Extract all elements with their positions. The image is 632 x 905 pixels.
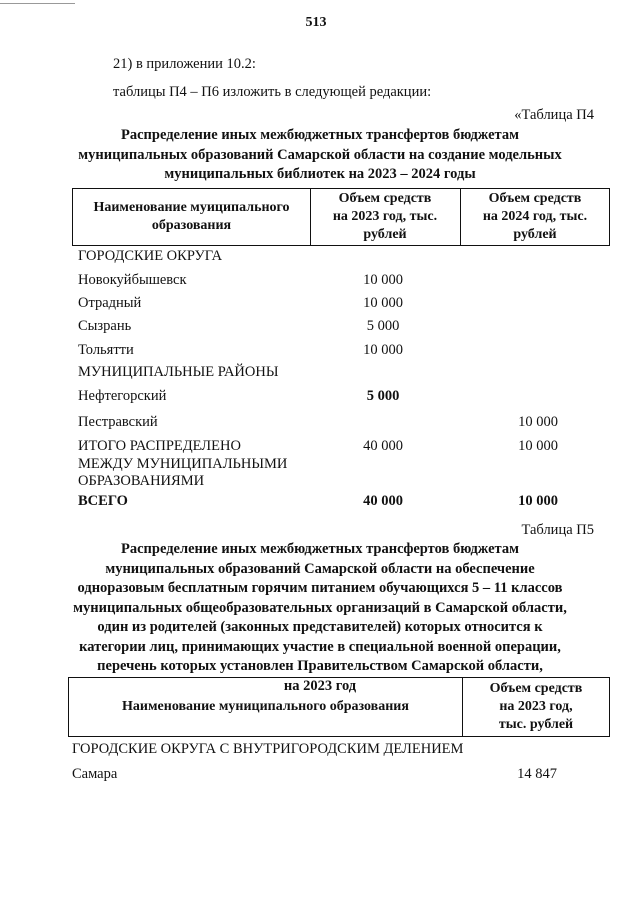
table-p5-title-line: категории лиц, принимающих участие в специальной военной операции, bbox=[79, 638, 561, 655]
row-name: Отрадный bbox=[78, 295, 142, 311]
row-name: Новокуйбышевск bbox=[78, 272, 187, 288]
table-p5-title bbox=[40, 540, 600, 696]
table-p4-title-line: Распределение иных межбюджетных трансфертов бюджетам bbox=[121, 127, 519, 143]
table-row bbox=[78, 388, 598, 408]
row-value-2024: 10 000 bbox=[518, 438, 558, 454]
table-p4-header bbox=[72, 188, 610, 246]
table-row bbox=[72, 766, 610, 786]
table-row-total bbox=[78, 493, 598, 513]
row-name: Нефтегорский bbox=[78, 388, 167, 404]
row-value-2023: 10 000 bbox=[363, 295, 403, 311]
table-p5-header-2023: Объем средств на 2023 год, тыс. рублей bbox=[489, 681, 583, 732]
table-p5-title-line: перечень которых установлен Правительством Самарской области, bbox=[97, 658, 543, 674]
table-p5-header bbox=[68, 677, 610, 737]
table-row bbox=[78, 342, 598, 362]
scan-edge-mark bbox=[0, 0, 75, 4]
table-p5-caption: Таблица П5 bbox=[521, 522, 594, 538]
intro-line-2: таблицы П4 – П6 изложить в следующей редакции: bbox=[113, 84, 432, 100]
table-p4-section-city-districts: ГОРОДСКИЕ ОКРУГА bbox=[78, 248, 223, 264]
row-value-2023: 14 847 bbox=[517, 766, 557, 782]
table-p5-title-line: Распределение иных межбюджетных трансфертов бюджетам bbox=[121, 541, 519, 557]
row-name: Сызрань bbox=[78, 318, 132, 334]
row-value-2023: 40 000 bbox=[363, 493, 403, 509]
table-p4-header-name: Наименование муиципального образования bbox=[93, 200, 290, 233]
table-p5-title-line: муниципальных общеобразовательных организаций в Самарской области, bbox=[73, 599, 567, 616]
table-row bbox=[78, 272, 598, 292]
table-row bbox=[78, 414, 598, 434]
row-name: ВСЕГО bbox=[78, 493, 128, 509]
table-p5-section-city-districts-intracity: ГОРОДСКИЕ ОКРУГА С ВНУТРИГОРОДСКИМ ДЕЛЕНИЕМ bbox=[72, 741, 464, 757]
row-value-2024: 10 000 bbox=[518, 414, 558, 430]
row-value-2023: 10 000 bbox=[363, 272, 403, 288]
table-p4-title bbox=[40, 126, 600, 185]
table-p5-title-line: один из родителей (законных представителей) которых относится к bbox=[97, 619, 543, 635]
intro-line-1: 21) в приложении 10.2: bbox=[113, 56, 256, 72]
table-p4-header-2024: Объем средств на 2024 год, тыс. рублей bbox=[482, 191, 588, 242]
table-p5-title-line: на 2023 год bbox=[283, 677, 357, 694]
table-row bbox=[78, 318, 598, 338]
table-p5-title-line: муниципальных образований Самарской области на обеспечение bbox=[105, 560, 535, 577]
row-value-2023: 40 000 bbox=[363, 438, 403, 454]
row-name: Пестравский bbox=[78, 414, 158, 430]
row-value-2023: 10 000 bbox=[363, 342, 403, 358]
table-p4-section-municipal-districts: МУНИЦИПАЛЬНЫЕ РАЙОНЫ bbox=[78, 364, 279, 380]
table-p4-caption: «Таблица П4 bbox=[514, 107, 594, 123]
row-name: Самара bbox=[72, 766, 118, 782]
row-name: Тольятти bbox=[78, 342, 134, 358]
table-p4-title-line: муниципальных образований Самарской области на создание модельных bbox=[78, 146, 562, 163]
row-value-2024: 10 000 bbox=[518, 493, 558, 509]
page-number: 513 bbox=[305, 15, 327, 30]
table-p5-title-line: одноразовым бесплатным горячим питанием обучающихся 5 – 11 классов bbox=[77, 580, 563, 596]
table-row-subtotal bbox=[78, 438, 598, 492]
table-p5-header-name: Наименование муниципального образования bbox=[122, 699, 409, 714]
row-value-2023: 5 000 bbox=[366, 318, 400, 334]
row-name: ИТОГО РАСПРЕДЕЛЕНО МЕЖДУ МУНИЦИПАЛЬНЫМИ ОБРАЗОВАНИЯМИ bbox=[78, 438, 288, 489]
table-p4-header-2023: Объем средств на 2023 год, тыс. рублей bbox=[332, 191, 438, 242]
table-row bbox=[78, 295, 598, 315]
table-p4-title-line: муниципальных библиотек на 2023 – 2024 годы bbox=[164, 166, 476, 182]
row-value-2023: 5 000 bbox=[366, 388, 400, 404]
